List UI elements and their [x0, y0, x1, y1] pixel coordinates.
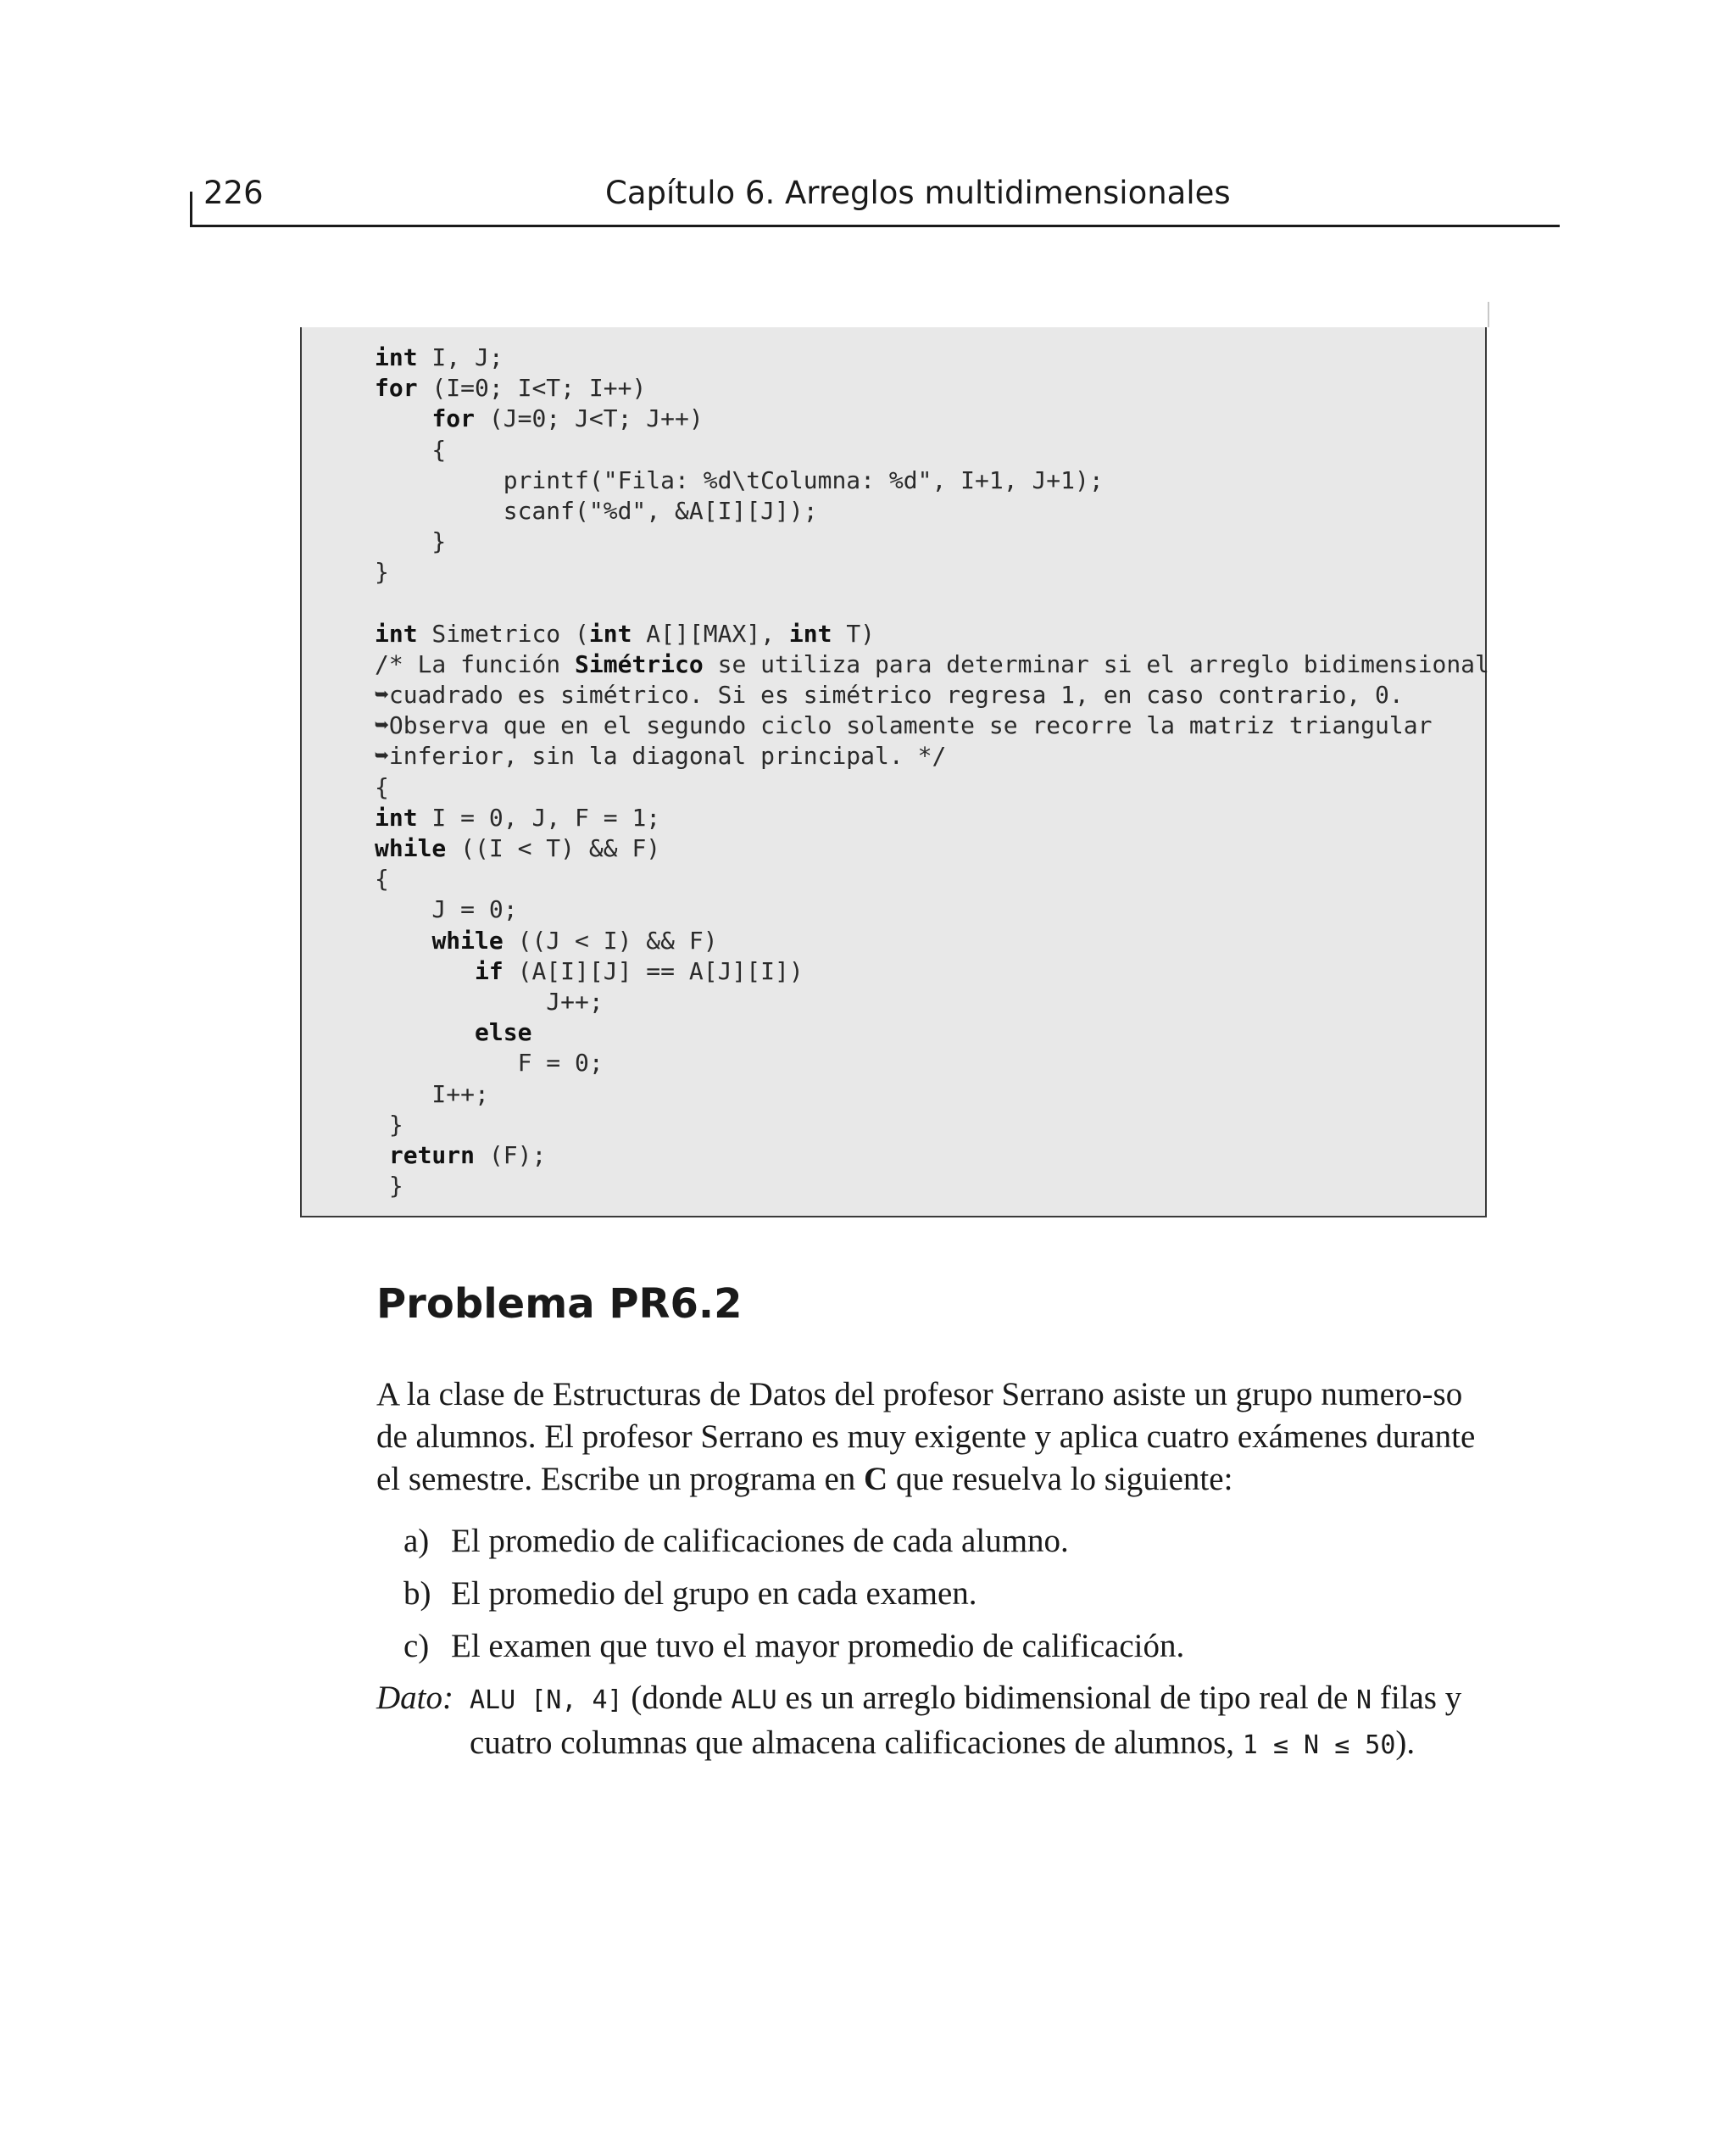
code-line: [375, 1048, 1489, 1078]
data-note-label: Dato:: [376, 1680, 453, 1716]
problem-intro-1: A la clase de Estructuras de Datos del profesor Serrano asiste un grupo numero-so de alumnos. El profesor Serrano es muy exigente y aplica cuatro exámenes durante el semestre. Escribe un programa en: [376, 1376, 1476, 1497]
code-block: [375, 343, 1489, 1201]
code-line: [375, 588, 1489, 619]
list-item: [403, 1573, 1488, 1625]
code-text: ((I < T) && F): [446, 834, 661, 862]
code-text: {: [375, 435, 447, 464]
code-text: }: [375, 1110, 403, 1139]
code-line: [375, 373, 1489, 404]
page-number: 226: [203, 175, 264, 211]
code-line: [375, 956, 1489, 987]
code-text: ((J < I) && F): [503, 926, 718, 955]
code-line: [375, 1079, 1489, 1110]
list-marker: b): [403, 1575, 431, 1612]
code-line: [375, 1110, 1489, 1140]
code-text: Simetrico (: [417, 619, 589, 648]
code-keyword: int: [375, 619, 418, 648]
code-text: ➥inferior, sin la diagonal principal. */: [375, 742, 947, 771]
code-text: (A[I][J] == A[J][I]): [503, 956, 804, 985]
list-item-text: El promedio del grupo en cada examen.: [451, 1575, 977, 1612]
header-tick-mark: [190, 192, 192, 227]
data-note-text: filas y cuatro columnas que almacena calificaciones de alumnos,: [470, 1680, 1462, 1761]
code-text: [375, 404, 431, 432]
code-keyword: int: [588, 619, 632, 648]
code-text: I = 0, J, F = 1;: [417, 803, 661, 832]
code-line: [375, 343, 1489, 373]
code-line: [375, 1140, 1489, 1171]
code-text: I, J;: [417, 343, 504, 371]
code-line: [375, 1171, 1489, 1201]
code-keyword: for: [375, 374, 418, 403]
list-item-text: El promedio de calificaciones de cada alumno.: [451, 1523, 1069, 1559]
code-text: [375, 1018, 475, 1046]
list-marker: c): [403, 1628, 430, 1664]
code-line: [375, 619, 1489, 649]
code-text: (J=0; J<T; J++): [475, 404, 704, 433]
code-line: [375, 741, 1489, 772]
code-keyword: Simétrico: [575, 649, 704, 678]
code-line: [375, 465, 1489, 496]
code-text: se utiliza para determinar si el arreglo bidimensional: [703, 649, 1489, 678]
code-text: [375, 957, 475, 985]
code-text: ➥cuadrado es simétrico. Si es simétrico regresa 1, en caso contrario, 0.: [375, 681, 1404, 710]
code-keyword: return: [388, 1140, 476, 1169]
code-text: printf("Fila: %d\tColumna: %d", I+1, J+1);: [375, 465, 1104, 494]
code-line: [375, 864, 1489, 894]
code-line: [375, 557, 1489, 588]
data-code-alu-dims: ALU [N, 4]: [470, 1685, 623, 1715]
code-keyword: if: [475, 956, 504, 985]
code-text: J++;: [375, 987, 604, 1016]
code-line: [375, 710, 1489, 741]
code-keyword: int: [375, 803, 418, 832]
code-box-top-edge: [302, 302, 1489, 327]
language-name: C: [864, 1461, 888, 1497]
task-list: [403, 1520, 1488, 1678]
code-text: J = 0;: [375, 895, 518, 924]
list-item-text: El examen que tuvo el mayor promedio de calificación.: [451, 1628, 1185, 1664]
code-keyword: while: [431, 926, 504, 955]
data-note-text: es un arreglo bidimensional de tipo real de: [776, 1680, 1357, 1716]
page-header: [190, 170, 1560, 227]
code-line: [375, 526, 1489, 557]
code-text: }: [375, 527, 447, 556]
code-line: [375, 833, 1489, 864]
code-line: [375, 680, 1489, 710]
code-keyword: int: [788, 619, 832, 648]
code-text: A[][MAX],: [632, 619, 789, 648]
code-line: [375, 649, 1489, 680]
code-text: }: [375, 558, 389, 587]
code-text: T): [832, 619, 876, 648]
list-marker: a): [403, 1523, 430, 1559]
data-code-alu: ALU: [731, 1685, 777, 1715]
data-note-text: (donde: [622, 1680, 732, 1716]
code-text: {: [375, 865, 389, 894]
code-text: (I=0; I<T; I++): [417, 374, 647, 403]
data-note-text: ).: [1395, 1724, 1416, 1761]
problem-statement: [376, 1373, 1487, 1501]
code-text: I++;: [375, 1079, 489, 1108]
code-keyword: for: [431, 404, 476, 433]
code-line: [375, 894, 1489, 925]
code-text: [375, 927, 431, 955]
data-code-n: N: [1356, 1685, 1372, 1715]
list-item: [403, 1520, 1488, 1573]
code-keyword: else: [475, 1018, 532, 1047]
code-line: [375, 803, 1489, 833]
list-item: [403, 1625, 1488, 1678]
code-keyword: while: [375, 834, 447, 862]
code-line: [375, 496, 1489, 526]
code-text: ➥Observa que en el segundo ciclo solamente se recorre la matriz triangular: [375, 711, 1433, 740]
data-note-body: [470, 1677, 1495, 1767]
code-text: /* La función: [375, 649, 576, 678]
code-text: scanf("%d", &A[I][J]);: [375, 496, 818, 525]
code-text: [375, 1141, 389, 1169]
code-text: {: [375, 772, 389, 801]
code-text: (F);: [475, 1140, 547, 1169]
code-line: [375, 772, 1489, 803]
code-text: F = 0;: [375, 1049, 604, 1078]
problem-intro-2: que resuelva lo siguiente:: [887, 1461, 1233, 1497]
data-code-range: 1 ≤ N ≤ 50: [1242, 1730, 1396, 1760]
code-keyword: int: [375, 343, 418, 371]
code-line: [375, 926, 1489, 956]
code-text: }: [375, 1172, 403, 1201]
chapter-title: Capítulo 6. Arreglos multidimensionales: [605, 175, 1231, 211]
code-line: [375, 435, 1489, 465]
code-listing: [300, 327, 1487, 1217]
header-rule: [190, 225, 1560, 227]
code-line: [375, 987, 1489, 1017]
code-line: [375, 1017, 1489, 1048]
code-line: [375, 404, 1489, 434]
problem-heading: Problema PR6.2: [376, 1280, 743, 1328]
